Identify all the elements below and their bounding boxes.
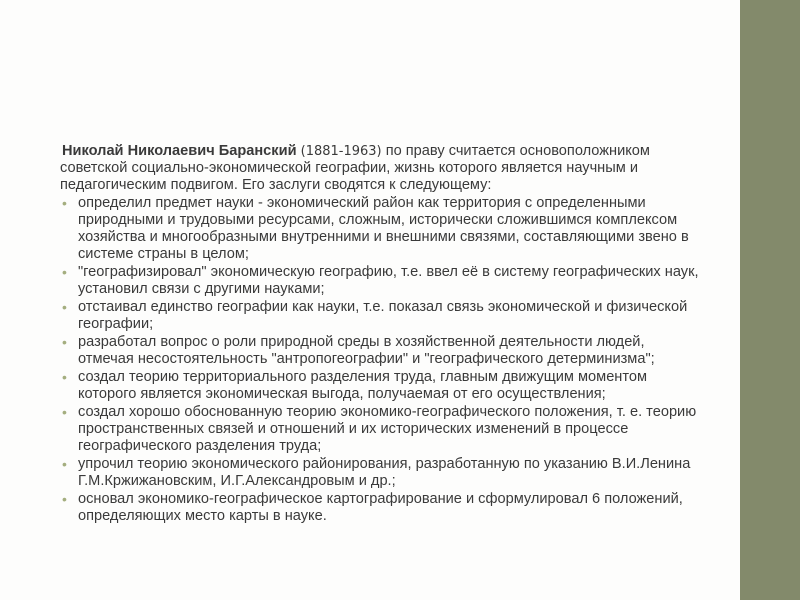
- list-item-text: разработал вопрос о роли природной среды в хозяйственной деятельности людей, отмечая несостоятельность "антропогеографии" и "географического детерминизма";: [78, 334, 655, 367]
- life-years: (1881-1963): [300, 144, 382, 159]
- bullet-dot-icon: •: [62, 299, 67, 315]
- accent-side-bar: [740, 0, 800, 600]
- list-item-text: "географизировал" экономическую географию, т.е. ввел её в систему географических наук, установил связи с другими науками;: [78, 264, 699, 297]
- list-item: [60, 299, 700, 333]
- bullet-dot-icon: •: [62, 369, 67, 385]
- intro-paragraph: [60, 143, 700, 194]
- bullet-dot-icon: •: [62, 195, 67, 211]
- list-item: [60, 456, 700, 490]
- list-item: [60, 264, 700, 298]
- list-item: [60, 404, 700, 455]
- list-item: [60, 334, 700, 368]
- list-item-text: создал теорию территориального разделения труда, главным движущим моментом которого является экономическая выгода, получаемая от его осуществления;: [78, 369, 648, 402]
- bullet-dot-icon: •: [62, 334, 67, 350]
- list-item: [60, 369, 700, 403]
- list-item-text: упрочил теорию экономического районирования, разработанную по указанию В.И.Ленина Г.М.Кржижановским, И.Г.Александровым и др.;: [78, 456, 691, 489]
- bullet-dot-icon: •: [62, 491, 67, 507]
- list-item-text: определил предмет науки - экономический район как территория с определенными природными и трудовыми ресурсами, сложным, исторически сложившимся комплексом хозяйства и многообразными внутренними и внешними связями, составляющими звено в системе страны в целом;: [78, 195, 689, 262]
- bullet-dot-icon: •: [62, 264, 67, 280]
- list-item: [60, 491, 700, 525]
- list-item-text: основал экономико-географическое картографирование и сформулировал 6 положений, определяющих место карты в науке.: [78, 491, 683, 524]
- list-item-text: отстаивал единство географии как науки, т.е. показал связь экономической и физической географии;: [78, 299, 688, 332]
- intro-text: по праву считается основоположником советской социально-экономической географии, жизнь которого является научным и педагогическим подвигом. Его заслуги сводятся к следующему:: [60, 143, 650, 193]
- bullet-dot-icon: •: [62, 404, 67, 420]
- achievements-list: [60, 195, 700, 525]
- slide-content: [60, 143, 700, 526]
- person-name: Николай Николаевич Баранский: [62, 143, 297, 159]
- bullet-dot-icon: •: [62, 456, 67, 472]
- list-item: [60, 195, 700, 263]
- list-item-text: создал хорошо обоснованную теорию экономико-географического положения, т. е. теорию пространственных связей и отношений и их исторических изменений в процессе географического разделения труда;: [78, 404, 697, 454]
